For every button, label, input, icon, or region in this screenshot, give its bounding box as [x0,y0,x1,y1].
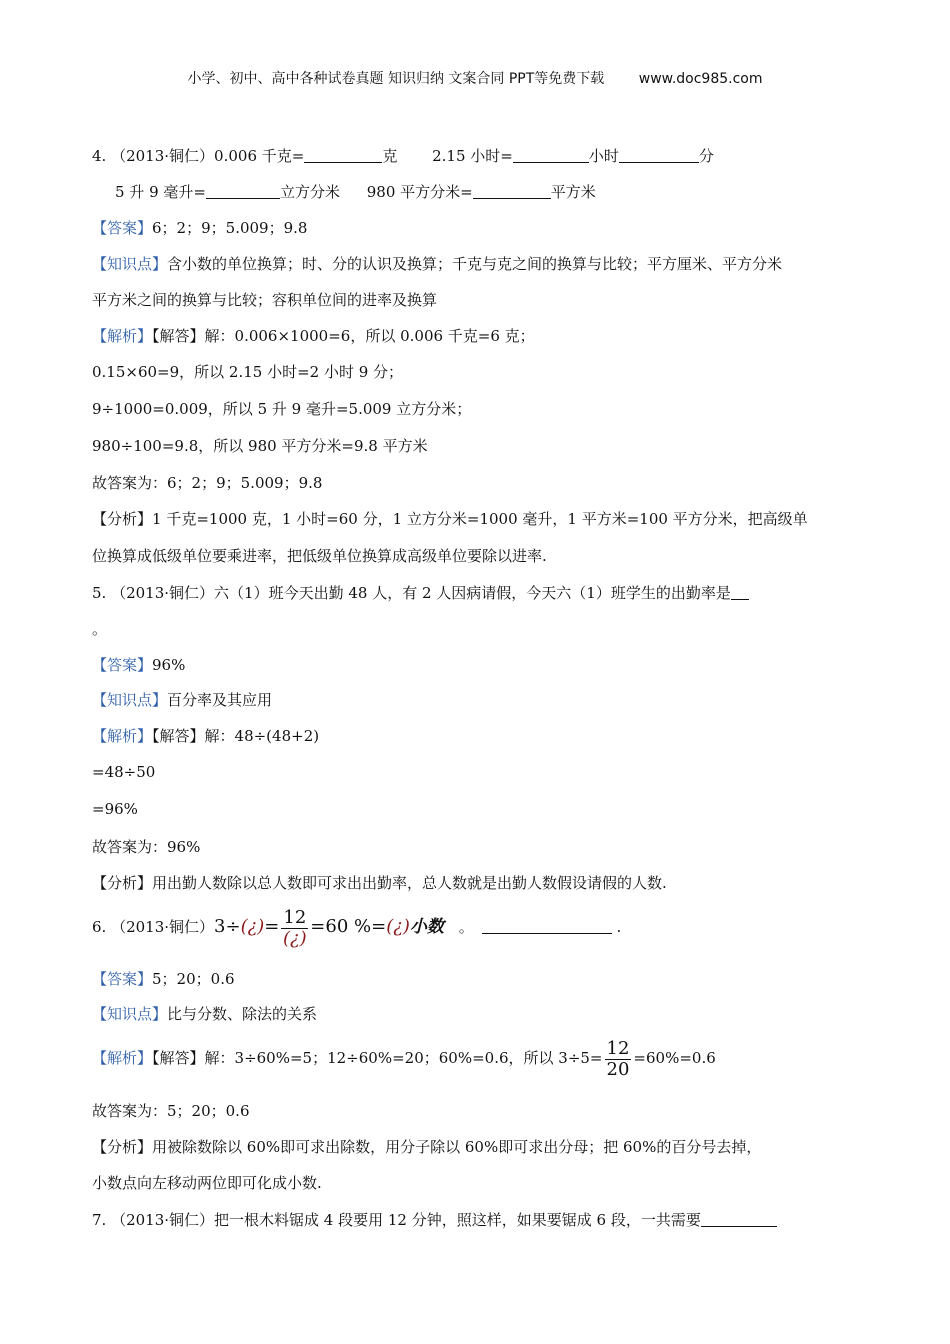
q6-sol-line [92,1101,910,1121]
q4-sol-line [92,473,910,493]
solution-text: 解：3÷60%=5；12÷60%=20；60%=0.6，所以 3÷5= [204,1049,603,1067]
q5-sol-line [92,837,910,857]
q4-knowledge-cont [92,290,910,310]
solution-text: =60%=0.6 [633,1049,716,1067]
analysis-tag: 【解析】 [92,1049,153,1067]
q4-text-f: 5 升 9 毫升= [115,183,206,201]
answer-blank[interactable] [619,146,699,163]
q6-answer [92,969,910,989]
q6-dot: 。 [458,918,474,936]
q4-text-a: 0.006 千克= [214,147,305,165]
q6-fenxi [92,1137,910,1157]
q6-end: . [616,918,622,936]
q5-fenxi [92,873,910,893]
q6-knowledge [92,1004,910,1024]
q6-expr-b: =60 %= [310,916,387,937]
q4-text-g: 立方分米 [279,183,340,201]
solution-text: 解：0.006×1000=6，所以 0.006 千克=6 克； [204,327,535,345]
knowledge-tag: 【知识点】 [92,1005,168,1023]
q4-text-c: 2.15 小时= [432,147,513,165]
fenxi-text: 小数点向左移动两位即可化成小数. [92,1174,322,1192]
solution-tag: 【解答】 [152,327,205,345]
analysis-tag: 【解析】 [92,727,153,745]
fenxi-tag: 【分析】 [92,510,153,528]
fenxi-text: 用被除数除以 60%即可求出除数，用分子除以 60%即可求出分母；把 60%的百分号去掉， [152,1138,762,1156]
q5-line2 [92,619,910,639]
solution-text: 故答案为：6；2；9；5.009；9.8 [92,474,323,492]
q4-number: 4. [92,147,107,165]
q6-fraction [281,908,308,949]
answer-blank[interactable] [701,1210,777,1227]
q6-sol-num: 12 [606,1037,630,1059]
fenxi-tag: 【分析】 [92,874,153,892]
q4-text-d: 小时 [588,147,619,165]
q6-number: 6. [92,918,107,936]
q6-solution [92,1036,910,1080]
q4-line1 [92,146,910,166]
q6-expr-a: 3÷ [214,916,241,937]
solution-tag: 【解答】 [152,1049,205,1067]
q5-answer [92,655,910,675]
q5-sol-line [92,762,910,782]
q4-fenxi-cont [92,546,910,566]
solution-text: =48÷50 [92,763,156,781]
knowledge-text: 平方米之间的换算与比较；容积单位间的进率及换算 [92,291,438,309]
q4-knowledge [92,254,910,274]
q4-text-e: 分 [698,147,714,165]
q4-line2 [115,182,910,202]
knowledge-text: 比与分数、除法的关系 [167,1005,318,1023]
q7-line1 [92,1210,910,1230]
q5-text: （2013·铜仁）六（1）班今天出勤 48 人，有 2 人因病请假，今天六（1）班学生的出勤率是 [111,584,731,602]
knowledge-tag: 【知识点】 [92,255,168,273]
q6-sol-fraction [605,1039,632,1080]
q5-knowledge [92,690,910,710]
q4-sol-line [92,399,910,419]
header-text: 小学、初中、高中各种试卷真题 知识归纳 文案合同 PPT等免费下载 [187,71,605,87]
q4-sol-line [92,436,910,456]
header-site: www.doc985.com [638,71,763,87]
q6-fraction-den: (¿) [282,927,307,949]
q7-text: （2013·铜仁）把一根木料锯成 4 段要用 12 分钟，照这样，如果要锯成 6 段，一共需要 [111,1211,701,1229]
q6-paren: (¿) [240,916,265,937]
solution-text: 故答案为：96% [92,838,201,856]
answer-blank[interactable] [482,917,612,934]
q6-fenxi-cont [92,1173,910,1193]
q7-number: 7. [92,1211,107,1229]
q4-fenxi [92,509,910,529]
q4-answer [92,218,910,238]
page-header [0,68,950,88]
answer-blank[interactable] [304,146,382,163]
answer-tag: 【答案】 [92,219,153,237]
q6-paren: (¿) [386,916,410,937]
solution-text: 980÷100=9.8，所以 980 平方分米=9.8 平方米 [92,437,428,455]
answer-tag: 【答案】 [92,970,153,988]
q6-eq: = [264,916,280,937]
q6-sol-den: 20 [606,1058,630,1080]
fenxi-text: 1 千克=1000 克，1 小时=60 分，1 立方分米=1000 毫升，1 平方米=100 平方分米，把高级单 [152,510,808,528]
q5-solution [92,726,910,746]
q6-line1 [92,905,910,949]
solution-text: 解：48÷(48+2) [204,727,320,745]
q6-fraction-num: 12 [283,906,307,928]
q6-source: （2013·铜仁） [111,918,215,936]
fenxi-text: 用出勤人数除以总人数即可求出出勤率，总人数就是出勤人数假设请假的人数. [152,874,667,892]
answer-blank[interactable] [513,146,589,163]
answer-blank[interactable] [473,182,551,199]
q5-number: 5. [92,584,107,602]
fenxi-tag: 【分析】 [92,1138,153,1156]
q4-sol-line [92,362,910,382]
q5-line1 [92,583,910,603]
q6-xiaoshu: 小数 [409,917,444,937]
answer-tag: 【答案】 [92,656,153,674]
knowledge-text: 百分率及其应用 [167,691,273,709]
answer-blank[interactable] [731,583,749,600]
q4-text-i: 平方米 [550,183,596,201]
analysis-tag: 【解析】 [92,327,153,345]
answer-blank[interactable] [206,182,280,199]
knowledge-text: 含小数的单位换算；时、分的认识及换算；千克与克之间的换算与比较；平方厘米、平方分米 [167,255,783,273]
q4-solution [92,326,910,346]
q4-text-b: 克 [382,147,398,165]
solution-text: 0.15×60=9，所以 2.15 小时=2 小时 9 分； [92,363,404,381]
q4-source: （2013·铜仁） [111,147,215,165]
knowledge-tag: 【知识点】 [92,691,168,709]
solution-text: 故答案为：5；20；0.6 [92,1102,250,1120]
q5-end: 。 [92,620,108,638]
answer-text: 96% [152,656,186,674]
q5-sol-line [92,799,910,819]
answer-text: 6；2；9；5.009；9.8 [152,219,308,237]
solution-text: =96% [92,800,138,818]
q4-text-h: 980 平方分米= [366,183,473,201]
fenxi-text: 位换算成低级单位要乘进率，把低级单位换算成高级单位要除以进率. [92,547,547,565]
solution-text: 9÷1000=0.009，所以 5 升 9 毫升=5.009 立方分米； [92,400,472,418]
solution-tag: 【解答】 [152,727,205,745]
answer-text: 5；20；0.6 [152,970,235,988]
